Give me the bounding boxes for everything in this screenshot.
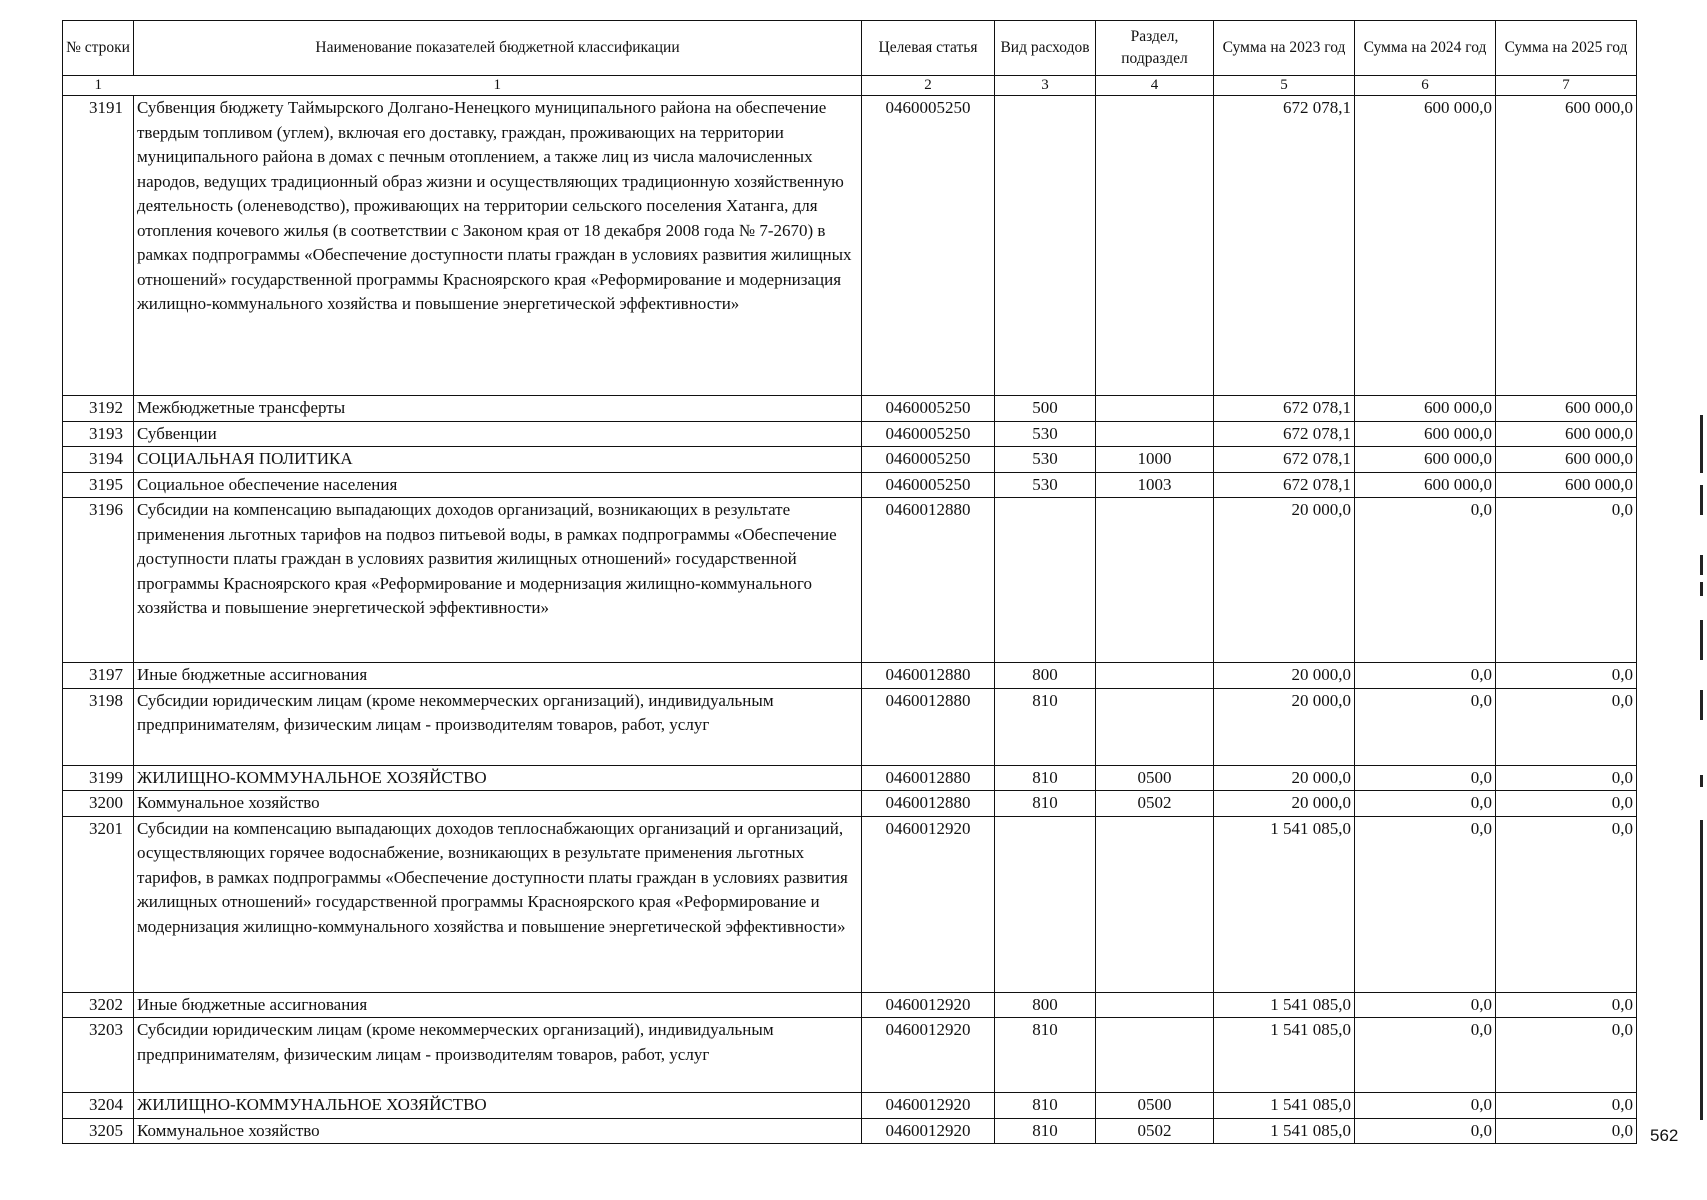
row-number: 3204 (63, 1093, 134, 1119)
sum-2024: 600 000,0 (1355, 421, 1496, 447)
column-number: 6 (1355, 76, 1496, 96)
section-code (1096, 816, 1214, 992)
row-name: Субвенция бюджету Таймырского Долгано-Ненецкого муниципального района на обеспечение твердым топливом (углем), включая его доставку, граждан, проживающих на территории муниципального района в домах с печным отоплением, а также лиц из числа малочисленных народов, ведущих традиционный образ жизни и осуществляющих традиционную хозяйственную деятельность (оленеводство), проживающих на территории сельского поселения Хатанга, для отопления кочевого жилья (в соответствии с Законом края от 18 декабря 2008 года № 7-2670) в рамках подпрограммы «Обеспечение доступности платы граждан в условиях развития жилищных отношений» государственной программы Красноярского края «Реформирование и модернизация жилищно-коммунального хозяйства и повышение энергетической эффективности» (134, 96, 862, 396)
section-code (1096, 498, 1214, 663)
column-number: 4 (1096, 76, 1214, 96)
target-code: 0460012920 (862, 1118, 995, 1144)
expense-type: 800 (995, 663, 1096, 689)
expense-type: 810 (995, 1018, 1096, 1093)
expense-type: 500 (995, 396, 1096, 422)
expense-type: 530 (995, 421, 1096, 447)
header-sum-2023: Сумма на 2023 год (1214, 21, 1355, 76)
sum-2024: 600 000,0 (1355, 447, 1496, 473)
sum-2025: 600 000,0 (1496, 447, 1637, 473)
section-code: 1003 (1096, 472, 1214, 498)
sum-2025: 600 000,0 (1496, 396, 1637, 422)
row-number: 3201 (63, 816, 134, 992)
expense-type (995, 498, 1096, 663)
row-number: 3202 (63, 992, 134, 1018)
expense-type: 810 (995, 765, 1096, 791)
sum-2023: 672 078,1 (1214, 447, 1355, 473)
target-code: 0460005250 (862, 421, 995, 447)
header-sum-2024: Сумма на 2024 год (1355, 21, 1496, 76)
row-number: 3200 (63, 791, 134, 817)
target-code: 0460005250 (862, 447, 995, 473)
table-row (63, 1118, 1637, 1144)
header-row-no: № строки (63, 21, 134, 76)
target-code: 0460005250 (862, 396, 995, 422)
scan-mark (1700, 690, 1703, 720)
row-name: Коммунальное хозяйство (134, 791, 862, 817)
sum-2023: 672 078,1 (1214, 472, 1355, 498)
sum-2025: 0,0 (1496, 1118, 1637, 1144)
row-number: 3198 (63, 688, 134, 765)
sum-2023: 20 000,0 (1214, 791, 1355, 817)
sum-2024: 600 000,0 (1355, 96, 1496, 396)
table-row (63, 992, 1637, 1018)
header-vid: Вид расходов (995, 21, 1096, 76)
column-number: 1 (63, 76, 134, 96)
table-row (63, 96, 1637, 396)
header-target: Целевая статья (862, 21, 995, 76)
table-row (63, 396, 1637, 422)
section-code: 0500 (1096, 765, 1214, 791)
sum-2025: 600 000,0 (1496, 96, 1637, 396)
expense-type: 810 (995, 791, 1096, 817)
sum-2024: 0,0 (1355, 1118, 1496, 1144)
scan-mark (1700, 820, 1703, 1120)
section-code (1096, 396, 1214, 422)
column-number: 2 (862, 76, 995, 96)
row-name: ЖИЛИЩНО-КОММУНАЛЬНОЕ ХОЗЯЙСТВО (134, 1093, 862, 1119)
section-code: 0502 (1096, 791, 1214, 817)
section-code (1096, 421, 1214, 447)
column-number: 7 (1496, 76, 1637, 96)
sum-2024: 0,0 (1355, 1093, 1496, 1119)
expense-type: 530 (995, 447, 1096, 473)
scan-mark (1700, 582, 1703, 596)
sum-2023: 1 541 085,0 (1214, 1018, 1355, 1093)
row-name: Иные бюджетные ассигнования (134, 663, 862, 689)
row-name: Коммунальное хозяйство (134, 1118, 862, 1144)
scan-mark (1700, 485, 1703, 515)
sum-2023: 672 078,1 (1214, 396, 1355, 422)
page-number: 562 (1650, 1126, 1679, 1145)
expense-type: 810 (995, 1093, 1096, 1119)
sum-2024: 0,0 (1355, 765, 1496, 791)
row-name: Субсидии на компенсацию выпадающих доходов теплоснабжающих организаций и организаций, осуществляющих горячее водоснабжение, возникающих в результате применения льготных тарифов, в рамках подпрограммы «Обеспечение доступности платы граждан в условиях развития жилищных отношений» государственной программы Красноярского края «Реформирование и модернизация жилищно-коммунального хозяйства и повышение энергетической эффективности» (134, 816, 862, 992)
sum-2024: 0,0 (1355, 816, 1496, 992)
target-code: 0460012920 (862, 992, 995, 1018)
sum-2024: 600 000,0 (1355, 472, 1496, 498)
sum-2025: 0,0 (1496, 1018, 1637, 1093)
row-name: Субвенции (134, 421, 862, 447)
section-code: 0500 (1096, 1093, 1214, 1119)
sum-2024: 600 000,0 (1355, 396, 1496, 422)
row-number: 3192 (63, 396, 134, 422)
table-row (63, 447, 1637, 473)
row-name: ЖИЛИЩНО-КОММУНАЛЬНОЕ ХОЗЯЙСТВО (134, 765, 862, 791)
sum-2025: 0,0 (1496, 663, 1637, 689)
row-number: 3193 (63, 421, 134, 447)
row-name: Межбюджетные трансферты (134, 396, 862, 422)
expense-type: 810 (995, 1118, 1096, 1144)
sum-2023: 20 000,0 (1214, 498, 1355, 663)
column-number-row (63, 76, 1637, 96)
row-number: 3195 (63, 472, 134, 498)
sum-2024: 0,0 (1355, 992, 1496, 1018)
scan-mark (1700, 555, 1703, 575)
sum-2025: 0,0 (1496, 791, 1637, 817)
table-row (63, 765, 1637, 791)
table-row (63, 791, 1637, 817)
row-name: Субсидии юридическим лицам (кроме некоммерческих организаций), индивидуальным предпринимателям, физическим лицам - производителям товаров, работ, услуг (134, 688, 862, 765)
table-row (63, 1018, 1637, 1093)
sum-2025: 0,0 (1496, 498, 1637, 663)
sum-2023: 1 541 085,0 (1214, 1093, 1355, 1119)
expense-type (995, 816, 1096, 992)
sum-2023: 20 000,0 (1214, 663, 1355, 689)
section-code (1096, 688, 1214, 765)
table-row (63, 472, 1637, 498)
row-number: 3196 (63, 498, 134, 663)
target-code: 0460012920 (862, 1093, 995, 1119)
budget-table (62, 20, 1637, 1144)
sum-2023: 1 541 085,0 (1214, 816, 1355, 992)
row-name: Субсидии на компенсацию выпадающих доходов организаций, возникающих в результате применения льготных тарифов на подвоз питьевой воды, в рамках подпрограммы «Обеспечение доступности платы граждан в условиях развития жилищных отношений» государственной программы Красноярского края «Реформирование и модернизация жилищно-коммунального хозяйства и повышение энергетической эффективности» (134, 498, 862, 663)
table-row (63, 816, 1637, 992)
sum-2024: 0,0 (1355, 791, 1496, 817)
column-number: 3 (995, 76, 1096, 96)
target-code: 0460005250 (862, 96, 995, 396)
target-code: 0460012880 (862, 688, 995, 765)
row-name: СОЦИАЛЬНАЯ ПОЛИТИКА (134, 447, 862, 473)
sum-2025: 600 000,0 (1496, 421, 1637, 447)
row-number: 3191 (63, 96, 134, 396)
target-code: 0460005250 (862, 472, 995, 498)
sum-2025: 0,0 (1496, 816, 1637, 992)
sum-2024: 0,0 (1355, 663, 1496, 689)
sum-2025: 600 000,0 (1496, 472, 1637, 498)
sum-2025: 0,0 (1496, 992, 1637, 1018)
target-code: 0460012880 (862, 663, 995, 689)
column-number: 1 (134, 76, 862, 96)
sum-2023: 672 078,1 (1214, 96, 1355, 396)
target-code: 0460012880 (862, 791, 995, 817)
sum-2025: 0,0 (1496, 688, 1637, 765)
sum-2024: 0,0 (1355, 688, 1496, 765)
scan-mark (1700, 775, 1703, 787)
section-code (1096, 1018, 1214, 1093)
row-number: 3205 (63, 1118, 134, 1144)
sum-2023: 20 000,0 (1214, 688, 1355, 765)
sum-2023: 20 000,0 (1214, 765, 1355, 791)
row-number: 3203 (63, 1018, 134, 1093)
scan-mark (1700, 415, 1703, 473)
target-code: 0460012920 (862, 1018, 995, 1093)
row-number: 3199 (63, 765, 134, 791)
expense-type (995, 96, 1096, 396)
expense-type: 530 (995, 472, 1096, 498)
table-row (63, 663, 1637, 689)
row-number: 3194 (63, 447, 134, 473)
target-code: 0460012920 (862, 816, 995, 992)
section-code (1096, 663, 1214, 689)
row-name: Социальное обеспечение населения (134, 472, 862, 498)
header-sum-2025: Сумма на 2025 год (1496, 21, 1637, 76)
sum-2025: 0,0 (1496, 1093, 1637, 1119)
section-code (1096, 992, 1214, 1018)
sum-2025: 0,0 (1496, 765, 1637, 791)
sum-2023: 1 541 085,0 (1214, 992, 1355, 1018)
sum-2023: 1 541 085,0 (1214, 1118, 1355, 1144)
header-row (63, 21, 1637, 76)
sum-2024: 0,0 (1355, 1018, 1496, 1093)
row-name: Субсидии юридическим лицам (кроме некоммерческих организаций), индивидуальным предпринимателям, физическим лицам - производителям товаров, работ, услуг (134, 1018, 862, 1093)
table-row (63, 1093, 1637, 1119)
scan-mark (1700, 620, 1703, 660)
column-number: 5 (1214, 76, 1355, 96)
expense-type: 810 (995, 688, 1096, 765)
section-code: 1000 (1096, 447, 1214, 473)
expense-type: 800 (995, 992, 1096, 1018)
header-razdel: Раздел, подраздел (1096, 21, 1214, 76)
table-row (63, 498, 1637, 663)
section-code: 0502 (1096, 1118, 1214, 1144)
target-code: 0460012880 (862, 765, 995, 791)
table-row (63, 688, 1637, 765)
table-row (63, 421, 1637, 447)
sum-2024: 0,0 (1355, 498, 1496, 663)
target-code: 0460012880 (862, 498, 995, 663)
row-number: 3197 (63, 663, 134, 689)
header-name: Наименование показателей бюджетной классификации (134, 21, 862, 76)
sum-2023: 672 078,1 (1214, 421, 1355, 447)
section-code (1096, 96, 1214, 396)
row-name: Иные бюджетные ассигнования (134, 992, 862, 1018)
